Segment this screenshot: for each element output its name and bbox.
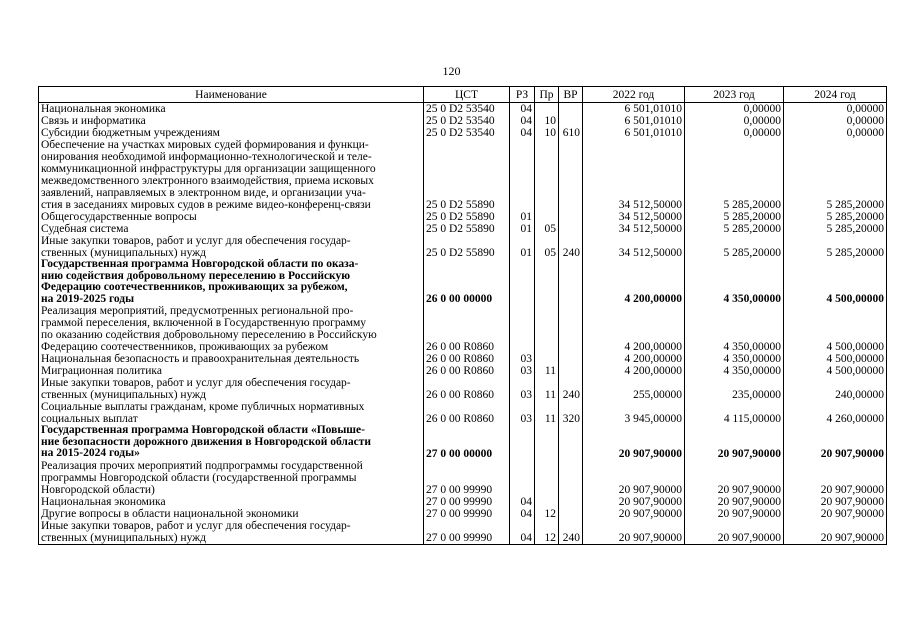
row-2022: 6 501,01010 [583,115,685,127]
row-rz [510,425,535,460]
row-name: Национальная экономика [39,103,424,116]
row-rz: 04 [510,508,535,520]
row-2024: 5 285,20000 [784,211,887,223]
row-pr [535,103,559,116]
row-cst: 25 0 D2 53540 [424,115,510,127]
row-name: Государственная программа Новгородской области по оказа- нию содействия добровольному переселению в Российскую Федерацию соотечественников, проживающих за рубежом, на 2019-2025 годы [39,259,424,305]
table-row [39,115,887,127]
row-cst: 25 0 D2 55890 [424,211,510,223]
row-pr [535,353,559,365]
row-vr [559,211,583,223]
row-pr: 10 [535,127,559,139]
row-name: Государственная программа Новгородской области «Повыше- ние безопасности дорожного движения в Новгородской области на 2015-2024 годы» [39,425,424,460]
row-name: Реализация прочих мероприятий подпрограммы государственной программы Новгородской области (государственной программы Новгородской области) [39,460,424,496]
row-2023: 0,00000 [685,103,784,116]
row-2024: 20 907,90000 [784,460,887,496]
table-row [39,460,887,496]
row-name: Судебная система [39,223,424,235]
row-name: Миграционная политика [39,365,424,377]
budget-table [38,86,887,545]
row-vr [559,139,583,211]
row-2024: 20 907,90000 [784,520,887,545]
row-2022: 20 907,90000 [583,508,685,520]
row-rz: 01 [510,211,535,223]
row-cst: 27 0 00 99990 [424,520,510,545]
row-2023: 4 350,00000 [685,353,784,365]
row-rz: 04 [510,127,535,139]
row-2022: 20 907,90000 [583,425,685,460]
row-2023: 5 285,20000 [685,235,784,259]
row-pr [535,211,559,223]
row-cst: 25 0 D2 53540 [424,127,510,139]
row-name: Иные закупки товаров, работ и услуг для обеспечения государ- ственных (муниципальных) нужд [39,235,424,259]
table-body [39,103,887,545]
row-cst: 26 0 00 00000 [424,259,510,305]
row-pr: 11 [535,401,559,425]
row-rz [510,460,535,496]
row-2023: 20 907,90000 [685,496,784,508]
row-vr [559,223,583,235]
row-cst: 26 0 00 R0860 [424,305,510,353]
row-pr [535,425,559,460]
row-2023: 20 907,90000 [685,460,784,496]
row-2023: 20 907,90000 [685,520,784,545]
table-row [39,508,887,520]
row-vr: 240 [559,377,583,401]
row-name: Общегосударственные вопросы [39,211,424,223]
row-cst: 26 0 00 R0860 [424,401,510,425]
table-row [39,353,887,365]
row-2022: 4 200,00000 [583,353,685,365]
row-2024: 4 500,00000 [784,365,887,377]
table-row [39,235,887,259]
row-pr: 12 [535,520,559,545]
row-2024: 5 285,20000 [784,223,887,235]
row-pr: 11 [535,377,559,401]
row-2022: 20 907,90000 [583,520,685,545]
row-pr [535,305,559,353]
row-pr: 10 [535,115,559,127]
row-2023: 4 350,00000 [685,365,784,377]
header-vr: ВР [559,87,583,103]
row-pr: 05 [535,235,559,259]
row-2023: 4 350,00000 [685,305,784,353]
row-rz [510,139,535,211]
row-2022: 4 200,00000 [583,305,685,353]
row-2024: 240,00000 [784,377,887,401]
row-rz: 04 [510,115,535,127]
row-rz: 04 [510,520,535,545]
row-rz [510,305,535,353]
row-2024: 4 500,00000 [784,259,887,305]
row-rz: 01 [510,223,535,235]
row-pr [535,460,559,496]
row-2024: 20 907,90000 [784,425,887,460]
row-2023: 5 285,20000 [685,223,784,235]
table-row [39,223,887,235]
row-name: Субсидии бюджетным учреждениям [39,127,424,139]
row-name: Национальная экономика [39,496,424,508]
row-2024: 20 907,90000 [784,508,887,520]
row-2023: 235,00000 [685,377,784,401]
row-name: Реализация мероприятий, предусмотренных региональной про- граммой переселения, включенной в Государственную программу по оказанию содействия добровольному переселению в Российскую Федерацию соотечественников, проживающих за рубежом [39,305,424,353]
row-2023: 5 285,20000 [685,211,784,223]
row-pr [535,259,559,305]
row-pr: 12 [535,508,559,520]
row-2022: 6 501,01010 [583,127,685,139]
page-number: 120 [442,64,461,78]
row-vr [559,508,583,520]
table-row [39,520,887,545]
row-rz: 03 [510,353,535,365]
row-cst: 25 0 D2 55890 [424,223,510,235]
row-vr [559,425,583,460]
row-2023: 0,00000 [685,127,784,139]
table-row [39,139,887,211]
row-cst: 26 0 00 R0860 [424,365,510,377]
row-2023: 4 115,00000 [685,401,784,425]
row-cst: 26 0 00 R0860 [424,377,510,401]
table-row [39,211,887,223]
row-pr [535,496,559,508]
table-header-row [39,87,887,103]
row-rz: 01 [510,235,535,259]
row-rz [510,259,535,305]
row-2022: 4 200,00000 [583,259,685,305]
row-vr [559,496,583,508]
row-name: Связь и информатика [39,115,424,127]
row-2022: 20 907,90000 [583,460,685,496]
row-2023: 20 907,90000 [685,425,784,460]
row-vr [559,353,583,365]
row-2022: 4 200,00000 [583,365,685,377]
table-row [39,259,887,305]
row-vr [559,365,583,377]
row-cst: 27 0 00 99990 [424,460,510,496]
row-name: Социальные выплаты гражданам, кроме публичных нормативных социальных выплат [39,401,424,425]
table-row [39,127,887,139]
row-vr [559,115,583,127]
header-2023: 2023 год [685,87,784,103]
row-2023: 0,00000 [685,115,784,127]
row-2024: 4 260,00000 [784,401,887,425]
table-row [39,401,887,425]
row-cst: 27 0 00 99990 [424,496,510,508]
table-row [39,103,887,116]
header-2022: 2022 год [583,87,685,103]
row-name: Иные закупки товаров, работ и услуг для обеспечения государ- ственных (муниципальных) нужд [39,377,424,401]
row-cst: 26 0 00 R0860 [424,353,510,365]
row-rz: 04 [510,103,535,116]
row-2022: 20 907,90000 [583,496,685,508]
table-row [39,305,887,353]
row-2024: 4 500,00000 [784,353,887,365]
row-cst: 27 0 00 99990 [424,508,510,520]
row-pr: 11 [535,365,559,377]
row-rz: 03 [510,377,535,401]
row-pr [535,139,559,211]
row-vr: 320 [559,401,583,425]
row-2024: 5 285,20000 [784,139,887,211]
row-vr [559,103,583,116]
row-2024: 0,00000 [784,115,887,127]
row-vr: 240 [559,235,583,259]
row-name: Другие вопросы в области национальной экономики [39,508,424,520]
row-name: Иные закупки товаров, работ и услуг для обеспечения государ- ственных (муниципальных) нужд [39,520,424,545]
row-2022: 6 501,01010 [583,103,685,116]
row-pr: 05 [535,223,559,235]
row-vr: 610 [559,127,583,139]
row-2023: 20 907,90000 [685,508,784,520]
header-name: Наименование [39,87,424,103]
row-cst: 25 0 D2 55890 [424,139,510,211]
row-2024: 0,00000 [784,103,887,116]
table-row [39,425,887,460]
table-row [39,365,887,377]
row-rz: 03 [510,401,535,425]
row-2022: 34 512,50000 [583,235,685,259]
row-vr [559,259,583,305]
row-vr [559,460,583,496]
row-vr [559,305,583,353]
header-cst: ЦСТ [424,87,510,103]
row-cst: 27 0 00 00000 [424,425,510,460]
row-name: Национальная безопасность и правоохранительная деятельность [39,353,424,365]
row-cst: 25 0 D2 55890 [424,235,510,259]
row-rz: 04 [510,496,535,508]
header-2024: 2024 год [784,87,887,103]
row-2022: 34 512,50000 [583,223,685,235]
row-2022: 3 945,00000 [583,401,685,425]
row-2022: 34 512,50000 [583,211,685,223]
header-rz: РЗ [510,87,535,103]
row-2023: 4 350,00000 [685,259,784,305]
row-2024: 20 907,90000 [784,496,887,508]
row-rz: 03 [510,365,535,377]
row-name: Обеспечение на участках мировых судей формирования и функци- онирования необходимой информационно-технологической и теле- коммуникационной инфраструктуры для организации защищенного межведомственного электронного взаимодействия, приема исковых заявлений, направляемых в электронном виде, и организации уча- стия в заседаниях мировых судов в режиме видео-конференц-связи [39,139,424,211]
row-vr: 240 [559,520,583,545]
row-2024: 0,00000 [784,127,887,139]
row-2023: 5 285,20000 [685,139,784,211]
row-2022: 255,00000 [583,377,685,401]
header-pr: Пр [535,87,559,103]
row-2024: 4 500,00000 [784,305,887,353]
row-2024: 5 285,20000 [784,235,887,259]
row-2022: 34 512,50000 [583,139,685,211]
table-row [39,496,887,508]
row-cst: 25 0 D2 53540 [424,103,510,116]
table-row [39,377,887,401]
